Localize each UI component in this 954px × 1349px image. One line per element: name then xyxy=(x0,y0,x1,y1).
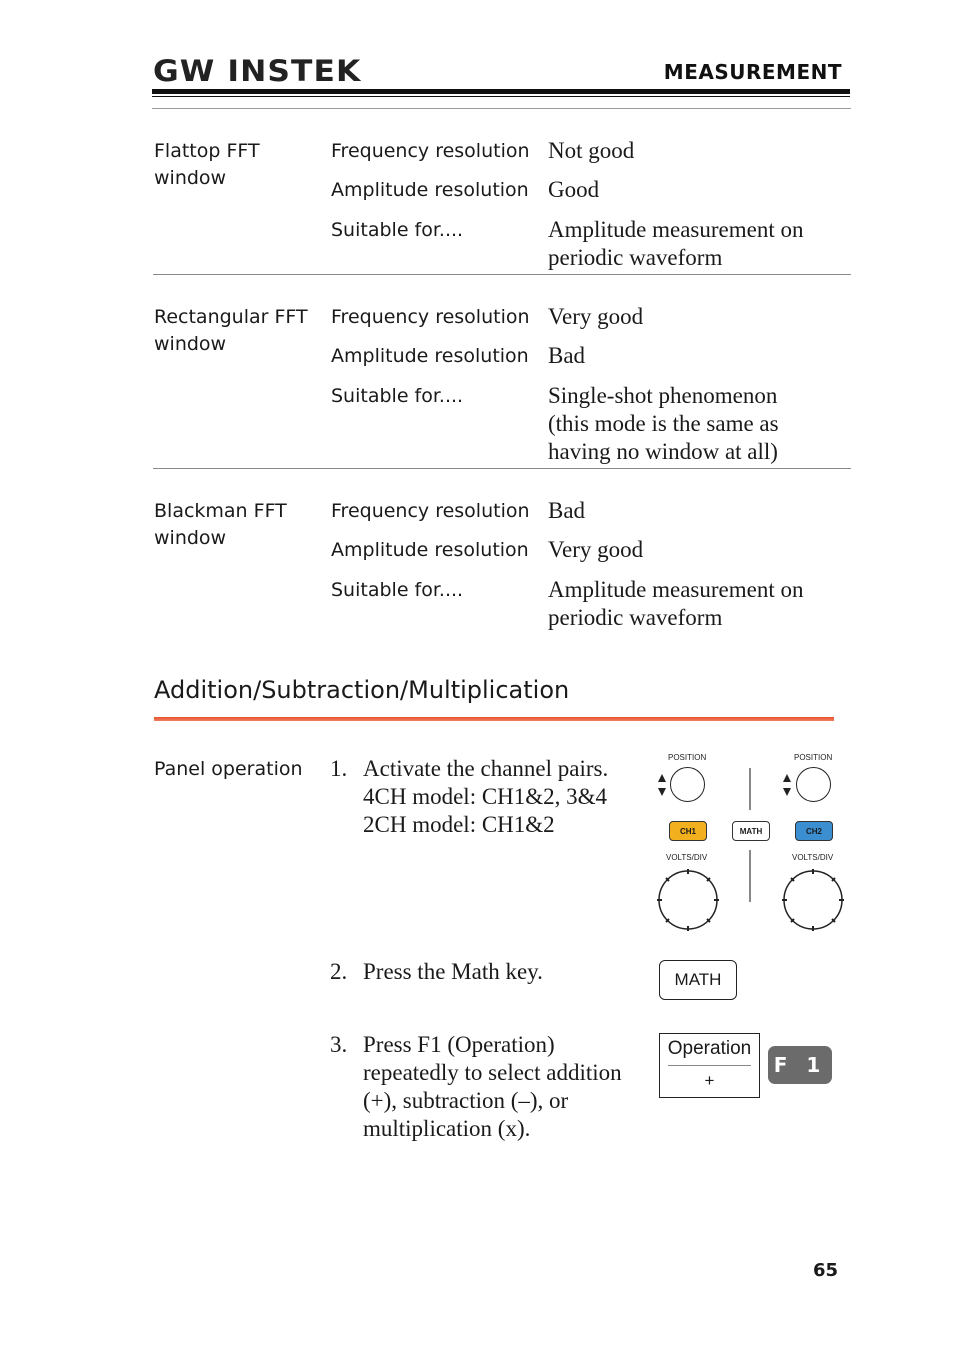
property-value: Bad xyxy=(548,343,586,368)
window-name-flattop: Flattop FFT window xyxy=(154,140,260,189)
property-value: Amplitude measurement on periodic waveform xyxy=(548,217,804,270)
ch2-button[interactable]: CH2 xyxy=(795,821,833,841)
property-value: Very good xyxy=(548,304,644,329)
menu-divider xyxy=(668,1065,751,1066)
step-line: Press the Math key. xyxy=(363,959,543,984)
operation-menu-title: Operation xyxy=(667,1038,752,1059)
ch1-button[interactable]: CH1 xyxy=(669,821,707,841)
position-arrows-icon xyxy=(656,772,668,798)
property-label: Amplitude resolution xyxy=(331,179,529,201)
step-line: 4CH model: CH1&2, 3&4 xyxy=(363,784,608,809)
ch2-position-knob[interactable] xyxy=(796,767,831,802)
ch1-position-knob[interactable] xyxy=(670,767,705,802)
heading-accent-rule xyxy=(154,717,834,721)
property-value: Not good xyxy=(548,138,635,163)
volts-div-label: VOLTS/DIV xyxy=(792,853,834,862)
page-number: 65 xyxy=(813,1260,839,1281)
panel-divider xyxy=(749,768,751,810)
operation-menu-box[interactable] xyxy=(659,1033,760,1098)
window-name-blackman: Blackman FFT window xyxy=(154,500,287,549)
property-label: Suitable for.... xyxy=(331,579,464,601)
property-label: Suitable for.... xyxy=(331,219,464,241)
step-number: 1. xyxy=(330,756,348,781)
brand-logo: GW INSTEK xyxy=(153,54,362,88)
property-label: Frequency resolution xyxy=(331,140,530,162)
property-label: Amplitude resolution xyxy=(331,345,529,367)
step-number: 2. xyxy=(330,959,348,984)
front-panel-diagram xyxy=(654,752,840,934)
step-line: Activate the channel pairs. xyxy=(363,756,609,781)
volts-div-label: VOLTS/DIV xyxy=(666,853,708,862)
panel-operation-label: Panel operation xyxy=(154,758,303,780)
ch2-volts-knob[interactable] xyxy=(781,868,845,932)
property-value: Good xyxy=(548,177,600,202)
step-line: 2CH model: CH1&2 xyxy=(363,812,555,837)
row-divider xyxy=(153,468,851,469)
panel-divider xyxy=(749,850,751,902)
math-key[interactable]: MATH xyxy=(659,960,737,1000)
step-line: multiplication (x). xyxy=(363,1116,531,1141)
ch1-volts-knob[interactable] xyxy=(656,868,720,932)
property-label: Amplitude resolution xyxy=(331,539,529,561)
position-arrows-icon xyxy=(781,772,793,798)
row-divider xyxy=(153,274,851,275)
property-value: Bad xyxy=(548,498,586,523)
step-number: 3. xyxy=(330,1032,348,1057)
property-label: Frequency resolution xyxy=(331,500,530,522)
section-title: MEASUREMENT xyxy=(663,60,842,84)
step-line: repeatedly to select addition xyxy=(363,1060,622,1085)
header-rule xyxy=(152,89,850,94)
property-value: Amplitude measurement on periodic waveform xyxy=(548,577,804,630)
operation-menu-value: + xyxy=(704,1071,715,1090)
position-label: POSITION xyxy=(794,753,833,762)
section-heading: Addition/Subtraction/Multiplication xyxy=(154,676,570,704)
step-line: (+), subtraction (–), or xyxy=(363,1088,569,1113)
property-value: Very good xyxy=(548,537,644,562)
math-button[interactable]: MATH xyxy=(732,821,770,841)
property-label: Suitable for.... xyxy=(331,385,464,407)
property-value: Single-shot phenomenon (this mode is the same as having no window at all) xyxy=(548,383,779,464)
step-line: Press F1 (Operation) xyxy=(363,1032,555,1057)
header-rule-thin xyxy=(152,96,850,97)
window-name-rectangular: Rectangular FFT window xyxy=(154,306,308,355)
position-label: POSITION xyxy=(668,753,707,762)
table-top-rule xyxy=(152,108,851,109)
property-label: Frequency resolution xyxy=(331,306,530,328)
f1-key[interactable]: F 1 xyxy=(768,1046,832,1084)
